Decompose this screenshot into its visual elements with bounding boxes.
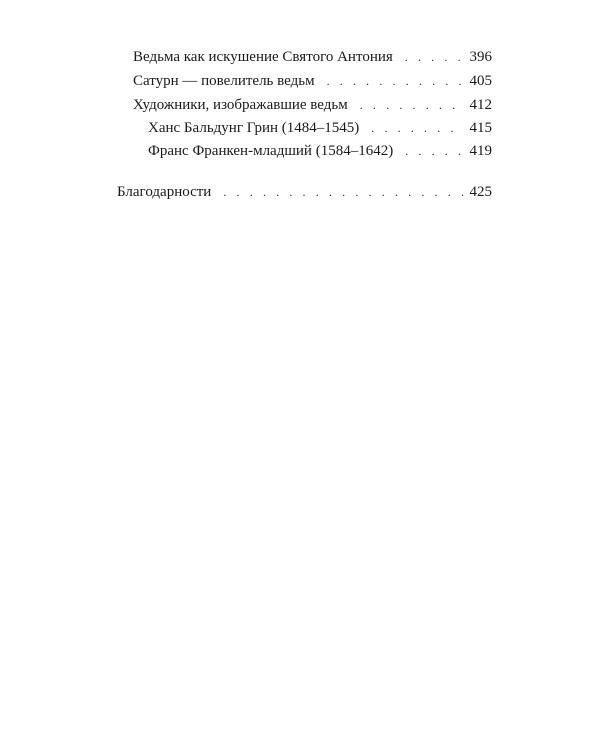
dot-leader — [327, 71, 464, 91]
toc-entry-page: 419 — [469, 143, 492, 159]
dot-leader — [405, 141, 463, 161]
toc-entry-title: Ханс Бальдунг Грин (1484–1545) — [148, 120, 360, 136]
toc-entry[interactable] — [133, 71, 492, 91]
dot-leader — [223, 182, 463, 202]
toc-entry-page: 405 — [469, 73, 492, 89]
toc-entry-page: 425 — [469, 184, 492, 200]
toc-entry-page: 415 — [469, 120, 492, 136]
toc-entry[interactable] — [148, 118, 492, 138]
toc-entry-title: Сатурн — повелитель ведьм — [133, 73, 315, 89]
toc-entry-page: 396 — [469, 49, 492, 65]
toc-entry[interactable] — [148, 141, 492, 161]
toc-entry-page: 412 — [469, 97, 492, 113]
toc-entry[interactable] — [117, 182, 492, 202]
toc-entry-title: Франс Франкен-младший (1584–1642) — [148, 143, 394, 159]
toc-entry-title: Благодарности — [117, 184, 212, 200]
toc-entry[interactable] — [133, 95, 492, 115]
toc-entry-title: Художники, изображавшие ведьм — [133, 97, 348, 113]
dot-leader — [405, 47, 464, 67]
dot-leader — [360, 95, 464, 115]
dot-leader — [371, 118, 463, 138]
toc-entry-title: Ведьма как искушение Святого Антония — [133, 49, 393, 65]
toc-entry[interactable] — [133, 47, 492, 67]
